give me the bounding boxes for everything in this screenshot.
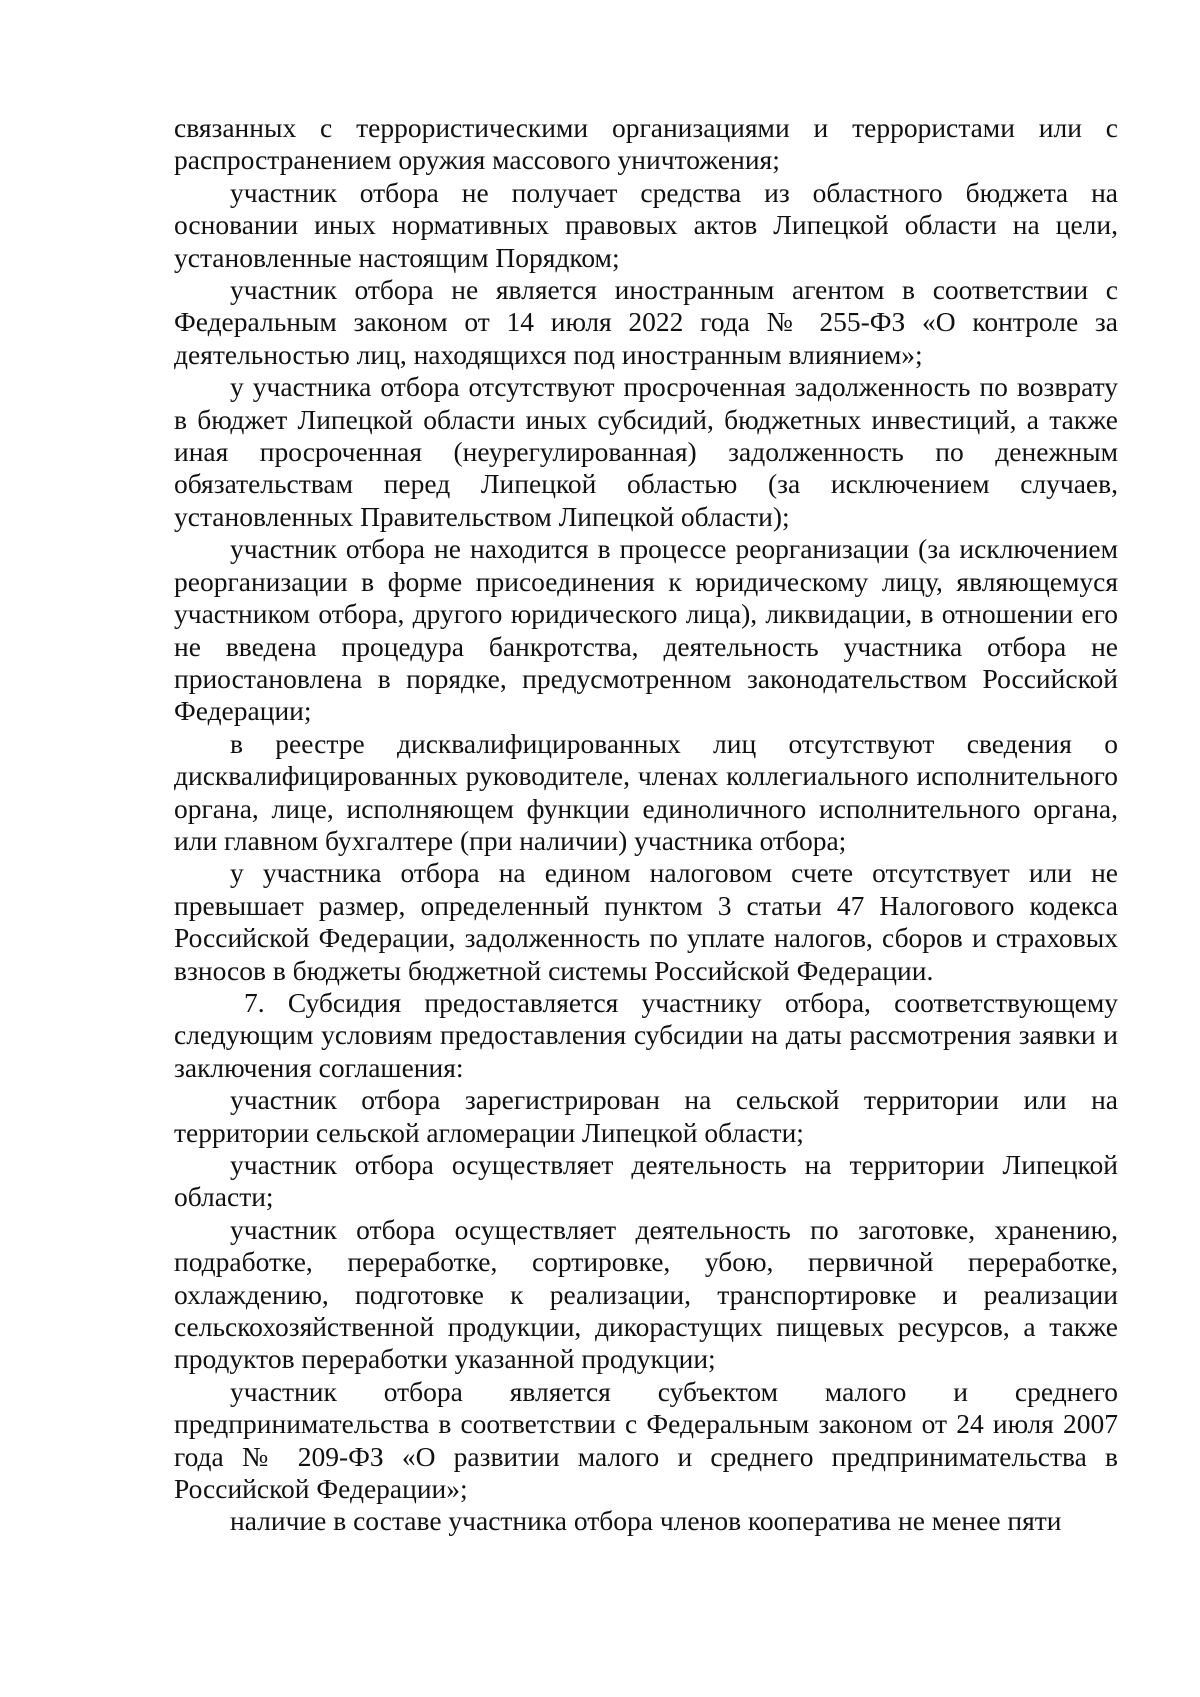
document-body — [174, 112, 1118, 1538]
paragraph-disqualified-persons: в реестре дисквалифицированных лиц отсутствуют сведения о дисквалифицированных руководителе, членах коллегиального исполнительного органа, лице, исполняющем функции единоличного исполнительного органа, или главном бухгалтере (при наличии) участника отбора; — [174, 727, 1118, 856]
paragraph-rural-registration: участник отбора зарегистрирован на сельской территории или на территории сельской агломерации Липецкой области; — [174, 1084, 1118, 1148]
paragraph-no-regional-funds: участник отбора не получает средства из областного бюджета на основании иных нормативных правовых актов Липецкой области на цели, установленные настоящим Порядком; — [174, 176, 1118, 273]
paragraph-item-7: 7. Субсидия предоставляется участнику отбора, соответствующему следующим условиям предоставления субсидии на даты рассмотрения заявки и заключения соглашения: — [174, 986, 1118, 1083]
paragraph-tax-account: у участника отбора на едином налоговом счете отсутствует или не превышает размер, определенный пунктом 3 статьи 47 Налогового кодекса Российской Федерации, задолженность по уплате налогов, сборов и страховых взносов в бюджеты бюджетной системы Российской Федерации. — [174, 857, 1118, 986]
paragraph-no-reorganization: участник отбора не находится в процессе реорганизации (за исключением реорганизации в форме присоединения к юридическому лицу, являющемуся участником отбора, другого юридического лица), ликвидации, в отношении его не введена процедура банкротства, деятельность участника отбора не приостановлена в порядке, предусмотренном законодательством Российской Федерации; — [174, 533, 1118, 727]
paragraph-sme-status: участник отбора является субъектом малого и среднего предпринимательства в соответствии с Федеральным законом от 24 июля 2007 года № 209-ФЗ «О развитии малого и среднего предпринимательства в Российской Федерации»; — [174, 1375, 1118, 1505]
paragraph-not-foreign-agent: участник отбора не является иностранным агентом в соответствии с Федеральным законом от 14 июля 2022 года № 255-ФЗ «О контроле за деятельностью лиц, находящихся под иностранным влиянием»; — [174, 274, 1118, 370]
paragraph-activity-territory: участник отбора осуществляет деятельность на территории Липецкой области; — [174, 1149, 1118, 1213]
paragraph-no-overdue-debt: у участника отбора отсутствуют просроченная задолженность по возврату в бюджет Липецкой области иных субсидий, бюджетных инвестиций, а также иная просроченная (неурегулированная) задолженность по денежным обязательствам перед Липецкой областью (за исключением случаев, установленных Правительством Липецкой области); — [174, 371, 1118, 532]
paragraph-activity-types: участник отбора осуществляет деятельность по заготовке, хранению, подработке, переработке, сортировке, убою, первичной переработке, охлаждению, подготовке к реализации, транспортировке и реализации сельскохозяйственной продукции, дикорастущих пищевых ресурсов, а также продуктов переработки указанной продукции; — [174, 1213, 1118, 1375]
paragraph-continuation: связанных с террористическими организациями и террористами или с распространением оружия массового уничтожения; — [174, 112, 1118, 176]
paragraph-cooperative-members: наличие в составе участника отбора членов кооператива не менее пяти — [230, 1505, 1062, 1537]
